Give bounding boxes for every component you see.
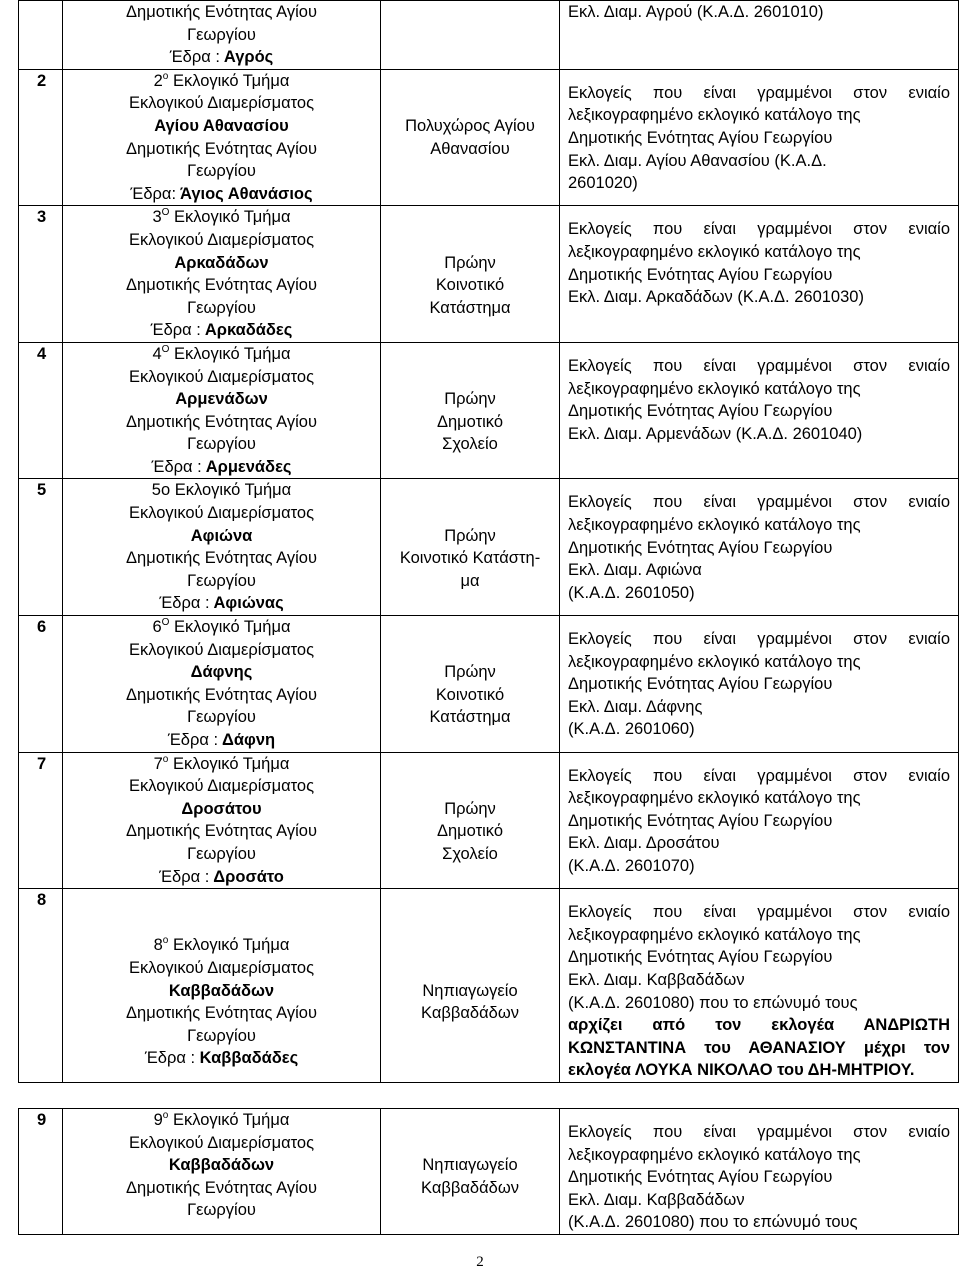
section-line: Δημοτικής Ενότητας Αγίου (126, 1178, 317, 1197)
section-line: Δάφνης (190, 663, 253, 682)
table-row (19, 752, 959, 889)
location-cell (381, 342, 560, 479)
spacer (381, 70, 559, 93)
section-title-rest: Εκλογικό Τμήμα (174, 481, 292, 500)
location-line: Δημοτικό (436, 822, 504, 841)
ordinal-superscript: Ο (161, 207, 170, 219)
description-line: Εκλ. Διαμ. Αγίου Αθανασίου (Κ.Α.Δ. (568, 151, 827, 170)
section-seat: Έδρα : Αρκαδάδες (150, 321, 293, 340)
section-line: Εκλογικού Διαμερίσματος (128, 640, 315, 659)
section-title-rest: Εκλογικό Τμήμα (174, 344, 291, 363)
section-seat: Έδρα : Δάφνη (167, 731, 276, 749)
spacer (381, 479, 559, 502)
description-cell (560, 69, 959, 206)
location-line: Πολυχώρος Αγίου (405, 116, 535, 135)
section-ordinal: 5ο (151, 481, 171, 500)
section-line: Δημοτικής Ενότητας Αγίου (126, 139, 317, 158)
description-line: Εκλογείς που είναι γραμμένοι στον ενιαίο λεξικογραφημένο εκλογικό κατάλογο της (568, 903, 950, 944)
spacer (381, 502, 559, 525)
spacer (381, 366, 559, 389)
section-seat: Έδρα : Καββαδάδες (144, 1049, 299, 1068)
ordinal-superscript: Ο (161, 343, 170, 355)
section-line: Αφιώνα (190, 526, 253, 545)
description-line: Εκλ. Διαμ. Δάφνης (568, 697, 703, 716)
section-title-rest: Εκλογικό Τμήμα (174, 618, 291, 637)
section-line: Εκλογικού Διαμερίσματος (128, 367, 315, 386)
description-line: Δημοτικής Ενότητας Αγίου Γεωργίου (568, 1168, 833, 1187)
section-ordinal: 4 (152, 344, 162, 363)
table-row (19, 479, 959, 616)
row-number (19, 1108, 63, 1234)
description-line: Εκλογείς που είναι γραμμένοι στον ενιαίο λεξικογραφημένο εκλογικό κατάλογο της (568, 1122, 950, 1164)
row-number-text: 4 (37, 344, 47, 363)
description-line: (Κ.Α.Δ. 2601080) που το επώνυμό τους (568, 993, 858, 1012)
spacer (568, 206, 950, 218)
location-cell (381, 1, 560, 70)
spacer (381, 92, 559, 115)
table-row (19, 342, 959, 479)
ordinal-superscript: ο (162, 935, 169, 947)
row-number (19, 479, 63, 616)
description-line: Εκλογείς που είναι γραμμένοι στον ενιαίο λεξικογραφημένο εκλογικό κατάλογο της (568, 493, 950, 535)
location-line: Καββαδάδων (421, 1178, 519, 1197)
description-line: (Κ.Α.Δ. 2601060) (568, 720, 695, 739)
section-cell (63, 479, 381, 616)
table-row (19, 1108, 959, 1234)
spacer (381, 343, 559, 366)
section-cell (63, 1, 381, 70)
section-cell (63, 616, 381, 753)
section-cell (63, 206, 381, 343)
ordinal-superscript: Ο (161, 617, 170, 629)
section-line: Γεωργίου (187, 162, 256, 181)
section-line: Εκλογικού Διαμερίσματος (128, 504, 315, 523)
spacer (381, 229, 559, 252)
section-title (63, 70, 380, 93)
section-line: Εκλογικού Διαμερίσματος (128, 1133, 315, 1152)
row-number (19, 616, 63, 753)
row-number-text: 9 (37, 1110, 47, 1129)
section-line: Γεωργίου (187, 844, 256, 863)
section-seat: Έδρα: Άγιος Αθανάσιος (130, 184, 313, 203)
section-line: Γεωργίου (187, 708, 256, 727)
location-line: Δημοτικό (436, 412, 504, 431)
spacer (568, 479, 950, 491)
spacer (381, 957, 559, 980)
location-line: Νηπιαγωγείο (422, 1156, 518, 1175)
description-line: Εκλ. Διαμ. Αγρού (Κ.Α.Δ. 2601010) (568, 3, 824, 21)
section-line: Γεωργίου (187, 25, 256, 44)
section-title-rest: Εκλογικό Τμήμα (172, 71, 290, 90)
section-line: Εκλογικού Διαμερίσματος (128, 777, 315, 796)
description-cell (560, 616, 959, 753)
section-ordinal: 7 (153, 754, 163, 773)
spacer (381, 1109, 559, 1132)
location-line: Σχολείο (442, 844, 498, 863)
seat-name: Δάφνη (218, 731, 276, 749)
spacer (381, 206, 559, 229)
section-line: Αγίου Αθανασίου (154, 116, 289, 135)
location-line: Καββαδάδων (421, 1004, 519, 1023)
description-line: (Κ.Α.Δ. 2601070) (568, 856, 695, 875)
description-line: Δημοτικής Ενότητας Αγίου Γεωργίου (568, 128, 833, 147)
description-cell (560, 1, 959, 70)
spacer (381, 889, 559, 912)
table-row (19, 206, 959, 343)
location-cell (381, 889, 560, 1083)
section-line: Εκλογικού Διαμερίσματος (128, 958, 315, 977)
spacer (568, 70, 950, 82)
section-title (63, 934, 380, 957)
section-line: Γεωργίου (187, 571, 256, 590)
section-title-rest: Εκλογικό Τμήμα (172, 936, 290, 955)
description-line: Εκλογείς που είναι γραμμένοι στον ενιαίο λεξικογραφημένο εκλογικό κατάλογο της (568, 220, 950, 261)
section-line: Αρμενάδων (175, 390, 268, 409)
section-line: Εκλογικού Διαμερίσματος (128, 94, 315, 113)
spacer (568, 753, 950, 765)
ordinal-superscript: ο (162, 1109, 169, 1121)
table-row (19, 1, 959, 70)
location-cell (381, 479, 560, 616)
description-line: Εκλ. Διαμ. Καββαδάδων (568, 1190, 745, 1209)
row-number-text: 2 (37, 71, 47, 90)
table-row (19, 69, 959, 206)
section-title (63, 616, 380, 639)
section-line: Δημοτικής Ενότητας Αγίου (126, 685, 317, 704)
section-seat: Έδρα : Δροσάτο (159, 867, 284, 886)
spacer (568, 889, 950, 901)
section-line: Εκλογικού Διαμερίσματος (128, 230, 315, 249)
section-line: Δημοτικής Ενότητας Αγίου (126, 549, 317, 568)
location-line: Πρώην (444, 663, 496, 682)
location-cell (381, 206, 560, 343)
section-line: Γεωργίου (187, 298, 256, 317)
section-cell (63, 69, 381, 206)
section-line: Δημοτικής Ενότητας Αγίου (126, 3, 317, 21)
description-cell (560, 1108, 959, 1234)
polling-stations-table (18, 0, 959, 1235)
section-title-rest: Εκλογικό Τμήμα (172, 754, 290, 773)
section-line: Δροσάτου (181, 799, 262, 818)
spacer (568, 1109, 950, 1121)
location-line: Νηπιαγωγείο (422, 981, 518, 1000)
section-line: Γεωργίου (187, 1201, 256, 1220)
description-cell (560, 479, 959, 616)
section-ordinal: 2 (153, 71, 163, 90)
row-number (19, 69, 63, 206)
section-ordinal: 3 (152, 208, 162, 227)
description-line: Εκλ. Διαμ. Αφιώνα (568, 561, 702, 580)
description-cell (560, 206, 959, 343)
row-number (19, 1, 63, 70)
location-line: Σχολείο (442, 435, 498, 454)
row-number-text: 5 (37, 481, 47, 500)
description-line: 2601020) (568, 174, 638, 193)
section-title (63, 479, 380, 502)
location-line: Αθανασίου (430, 139, 510, 158)
row-number-text: 8 (37, 891, 47, 910)
table-row (19, 616, 959, 753)
section-title (63, 343, 380, 366)
spacer (381, 775, 559, 798)
location-line: Κοινοτικό Κατάστη- (399, 549, 541, 568)
description-line: Δημοτικής Ενότητας Αγίου Γεωργίου (568, 811, 833, 830)
description-line: Εκλ. Διαμ. Αρκαδάδων (Κ.Α.Δ. 2601030) (568, 288, 864, 307)
ordinal-superscript: ο (162, 753, 169, 765)
section-line: Δημοτικής Ενότητας Αγίου (126, 822, 317, 841)
spacer (381, 912, 559, 935)
row-number-text: 3 (37, 208, 47, 227)
description-line: Δημοτικής Ενότητας Αγίου Γεωργίου (568, 265, 833, 284)
ordinal-superscript: ο (162, 70, 169, 82)
location-line: Πρώην (444, 799, 496, 818)
description-cell (560, 342, 959, 479)
description-line: Εκλ. Διαμ. Καββαδάδων (568, 970, 745, 989)
description-line: Εκλ. Διαμ. Δροσάτου (568, 834, 720, 853)
description-line: (Κ.Α.Δ. 2601050) (568, 583, 695, 602)
location-line: Πρώην (444, 526, 496, 545)
row-number (19, 752, 63, 889)
row-number (19, 889, 63, 1083)
section-title (63, 206, 380, 229)
section-title-rest: Εκλογικό Τμήμα (174, 208, 291, 227)
location-line: Κατάστημα (429, 708, 511, 727)
description-line: Εκλογείς που είναι γραμμένοι στον ενιαίο λεξικογραφημένο εκλογικό κατάλογο της (568, 766, 950, 808)
section-title (63, 753, 380, 776)
spacer (63, 889, 380, 912)
description-line: Δημοτικής Ενότητας Αγίου Γεωργίου (568, 402, 833, 421)
seat-name: Άγιος Αθανάσιος (176, 184, 313, 203)
section-line: Γεωργίου (187, 435, 256, 454)
section-cell (63, 342, 381, 479)
section-line: Δημοτικής Ενότητας Αγίου (126, 276, 317, 295)
description-line: Εκλογείς που είναι γραμμένοι στον ενιαίο λεξικογραφημένο εκλογικό κατάλογο της (568, 83, 950, 125)
location-line: Κοινοτικό (435, 276, 505, 295)
spacer (568, 616, 950, 628)
location-line: Κατάστημα (429, 298, 511, 317)
seat-name: Δροσάτο (209, 867, 284, 886)
description-cell (560, 752, 959, 889)
seat-name: Αφιώνας (209, 594, 284, 613)
section-title (63, 1109, 380, 1132)
location-line: μα (460, 571, 480, 590)
section-line: Αρκαδάδων (174, 253, 269, 272)
section-line: Δημοτικής Ενότητας Αγίου (126, 1004, 317, 1023)
seat-name: Αγρός (219, 48, 274, 67)
section-line: Καββαδάδων (168, 981, 275, 1000)
location-cell (381, 69, 560, 206)
section-line: Γεωργίου (187, 1026, 256, 1045)
spacer (381, 639, 559, 662)
description-line: Δημοτικής Ενότητας Αγίου Γεωργίου (568, 675, 833, 694)
description-line: Εκλογείς που είναι γραμμένοι στον ενιαίο λεξικογραφημένο εκλογικό κατάλογο της (568, 356, 950, 398)
row-number-text: 6 (37, 618, 47, 637)
section-ordinal: 9 (153, 1110, 163, 1129)
section-line: Καββαδάδων (168, 1156, 275, 1175)
spacer (381, 753, 559, 776)
description-line: (Κ.Α.Δ. 2601080) που το επώνυμό τους (568, 1213, 858, 1232)
spacer (381, 1132, 559, 1155)
section-cell (63, 752, 381, 889)
section-seat: Έδρα : Αφιώνας (159, 594, 284, 613)
location-line: Κοινοτικό (435, 685, 505, 704)
description-line: Δημοτικής Ενότητας Αγίου Γεωργίου (568, 538, 833, 557)
row-number-text: 7 (37, 754, 47, 773)
description-line: Εκλογείς που είναι γραμμένοι στον ενιαίο λεξικογραφημένο εκλογικό κατάλογο της (568, 630, 950, 671)
location-line: Πρώην (444, 390, 496, 409)
location-cell (381, 752, 560, 889)
section-ordinal: 8 (153, 936, 163, 955)
seat-name: Αρμενάδες (201, 457, 292, 476)
description-line: Εκλ. Διαμ. Αρμενάδων (Κ.Α.Δ. 2601040) (568, 424, 863, 443)
table-gap (19, 1082, 959, 1108)
section-seat: Έδρα : Αγρός (169, 48, 274, 67)
section-title-rest: Εκλογικό Τμήμα (172, 1110, 290, 1129)
row-number (19, 206, 63, 343)
row-number (19, 342, 63, 479)
description-line: Δημοτικής Ενότητας Αγίου Γεωργίου (568, 948, 833, 967)
seat-name: Καββαδάδες (195, 1049, 299, 1068)
spacer (63, 912, 380, 935)
location-cell (381, 1108, 560, 1234)
spacer (381, 934, 559, 957)
description-cell (560, 889, 959, 1083)
table-row (19, 889, 959, 1083)
section-seat: Έδρα : Αρμενάδες (151, 457, 292, 476)
spacer (381, 616, 559, 639)
section-cell (63, 889, 381, 1083)
spacer (568, 343, 950, 355)
seat-name: Αρκαδάδες (200, 321, 293, 340)
section-cell (63, 1108, 381, 1234)
gap-cell (19, 1082, 959, 1108)
location-cell (381, 616, 560, 753)
location-line: Πρώην (444, 253, 496, 272)
page-number: 2 (476, 1254, 484, 1270)
section-line: Δημοτικής Ενότητας Αγίου (126, 412, 317, 431)
description-bold-note: αρχίζει από τον εκλογέα ΑΝΔΡΙΩΤΗ ΚΩΝΣΤΑΝΤΙΝΑ του ΑΘΑΝΑΣΙΟΥ μέχρι τον εκλογέα ΛΟΥΚΑ ΝΙΚΟΛΑΟ του ΔΗ-ΜΗΤΡΙΟΥ. (568, 1016, 950, 1080)
section-ordinal: 6 (152, 618, 162, 637)
